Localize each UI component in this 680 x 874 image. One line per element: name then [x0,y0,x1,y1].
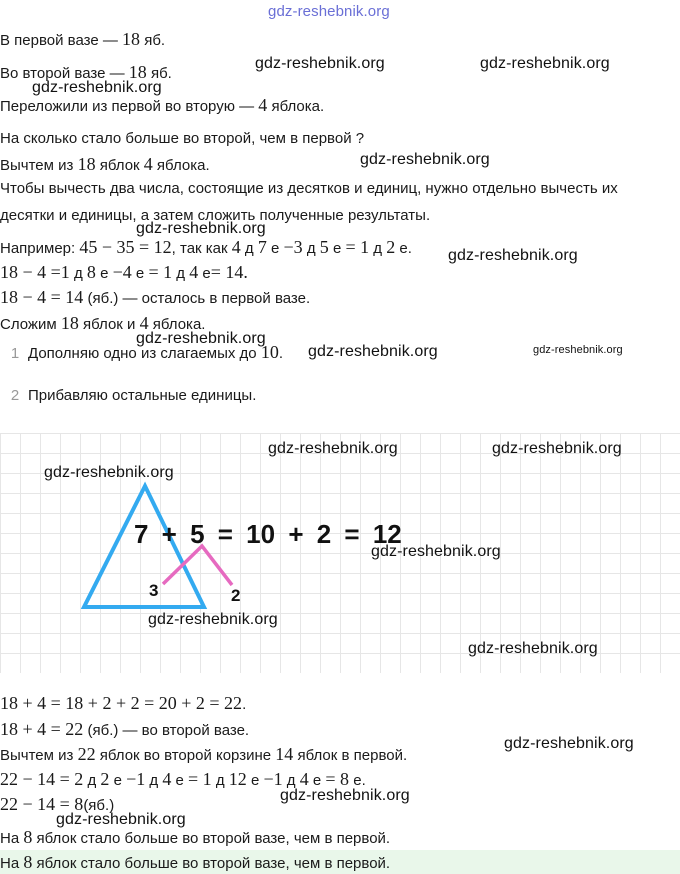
text: яблок [95,157,144,174]
text: яб. [146,65,172,82]
text: д [369,240,387,257]
watermark: gdz-reshebnik.org [504,735,634,752]
split-left-label: 3 [149,581,159,600]
text: яблок стало больше во второй вазе, чем в первой. [32,830,391,847]
text-line [0,237,412,259]
text-line [0,287,310,309]
math: 10 [260,342,279,362]
math: 18 + 4 = 18 + 2 + 2 = 20 + 2 = 22 [0,693,243,713]
math: 8 [23,827,33,847]
text: Сложим [0,316,61,333]
math: 4 [162,769,172,789]
text: яблока. [152,157,210,174]
step-item [0,386,256,406]
math: 14 [275,744,294,764]
watermark: gdz-reshebnik.org [32,79,162,96]
text: На [0,830,24,847]
text: е [95,265,113,282]
math: = 14. [210,262,248,282]
watermark: gdz-reshebnik.org [492,440,622,457]
math: 4 [258,95,268,115]
text: Например: [0,240,80,257]
text: Переложили из первой во вторую — [0,98,259,115]
math: 4 [299,769,309,789]
math: 18 [77,154,96,174]
text: Во второй вазе — [0,65,129,82]
text: е [308,772,326,789]
split-branch [163,546,232,585]
math: = 1 [345,237,370,257]
watermark: gdz-reshebnik.org [56,811,186,828]
text: яблок во второй корзине [95,747,276,764]
text: яблок в первой. [293,747,408,764]
text: д [69,265,87,282]
math: 2 [100,769,110,789]
math: 8 [86,262,96,282]
text: Прибавляю остальные единицы. [28,387,257,404]
math: 4 [143,154,153,174]
text: . [242,696,247,713]
text-line [0,95,324,117]
math: 18 − 4 =1 [0,262,70,282]
text: е [246,772,264,789]
text: На [0,855,24,872]
text: , так как [171,240,232,257]
text: д [211,772,229,789]
watermark: gdz-reshebnik.org [268,440,398,457]
text: е [171,772,189,789]
watermark: gdz-reshebnik.org [308,343,438,360]
math: 18 [128,62,147,82]
text: д [302,240,320,257]
math: −1 [263,769,283,789]
math: 12 [228,769,247,789]
math: 45 − 35 = 12 [79,237,172,257]
math: 18 − 4 = 14 [0,287,84,307]
math: 8 [23,852,33,872]
answer-line [0,852,390,874]
equation-text: 7 + 5 = 10 + 2 = 12 [134,519,402,549]
text-line [0,129,364,149]
text: е [266,240,284,257]
text: е [198,265,211,282]
math: 22 − 14 = 8 [0,794,84,814]
watermark: gdz-reshebnik.org [360,151,490,168]
text-line [0,154,210,176]
text: яблока. [267,98,325,115]
watermark: gdz-reshebnik.org [533,344,623,356]
math: 18 [122,29,141,49]
text: (яб.) [83,797,115,814]
step-item [0,342,283,364]
math: 7 [257,237,267,257]
text: В первой вазе — [0,32,123,49]
watermark: gdz-reshebnik.org [448,247,578,264]
watermark: gdz-reshebnik.org [480,55,610,72]
math: −4 [112,262,132,282]
watermark: gdz-reshebnik.org [280,787,410,804]
text: яблок стало больше во второй вазе, чем в первой. [32,855,391,872]
text: . [278,345,283,362]
watermark: gdz-reshebnik.org [136,220,266,237]
text: На сколько стало больше во второй, чем в первой ? [0,130,365,147]
text-line [0,179,618,199]
text: яб. [140,32,166,49]
watermark: gdz-reshebnik.org [255,55,385,72]
math: = 1 [148,262,173,282]
split-right-label: 2 [231,586,241,605]
text-line [0,719,249,741]
text-line [0,827,390,849]
text: д [172,265,190,282]
step-number: 2 [10,387,20,404]
step-number: 1 [10,345,20,362]
text: Вычтем из [0,157,78,174]
math: = 1 [188,769,212,789]
math: 22 [77,744,96,764]
text-line [0,262,248,284]
math: = 8 [325,769,350,789]
text: е [328,240,346,257]
text: е [131,265,149,282]
text: д [83,772,101,789]
text: Дополняю одно из слагаемых до [28,345,261,362]
text: (яб.) — осталось в первой вазе. [83,290,311,307]
watermark: gdz-reshebnik.org [44,464,174,481]
text: яблок и [78,316,140,333]
math: 22 − 14 = 2 [0,769,84,789]
text: Вычтем из [0,747,78,764]
math: −3 [283,237,303,257]
text: д [282,772,300,789]
watermark: gdz-reshebnik.org [148,611,278,628]
watermark: gdz-reshebnik.org [468,640,598,657]
text: Чтобы вычесть два числа, состоящие из десятков и единиц, нужно отдельно вычесть их [0,180,618,197]
text-line [0,29,165,51]
watermark: gdz-reshebnik.org [136,330,266,347]
text: е. [349,772,366,789]
text-line [0,744,407,766]
text: д [240,240,258,257]
math: 4 [231,237,241,257]
watermark: gdz-reshebnik.org [268,3,390,20]
math: 2 [386,237,396,257]
text-line [0,693,246,715]
text: д [145,772,163,789]
math: 5 [319,237,329,257]
text: яблока. [148,316,206,333]
math: −1 [126,769,146,789]
text: е [109,772,127,789]
text: десятки и единицы, а затем сложить полученные результаты. [0,207,431,224]
text: е. [395,240,412,257]
math: 4 [189,262,199,282]
math: 18 + 4 = 22 [0,719,84,739]
text: (яб.) — во второй вазе. [83,722,250,739]
math: 18 [60,313,79,333]
watermark: gdz-reshebnik.org [371,543,501,560]
math: 4 [139,313,149,333]
